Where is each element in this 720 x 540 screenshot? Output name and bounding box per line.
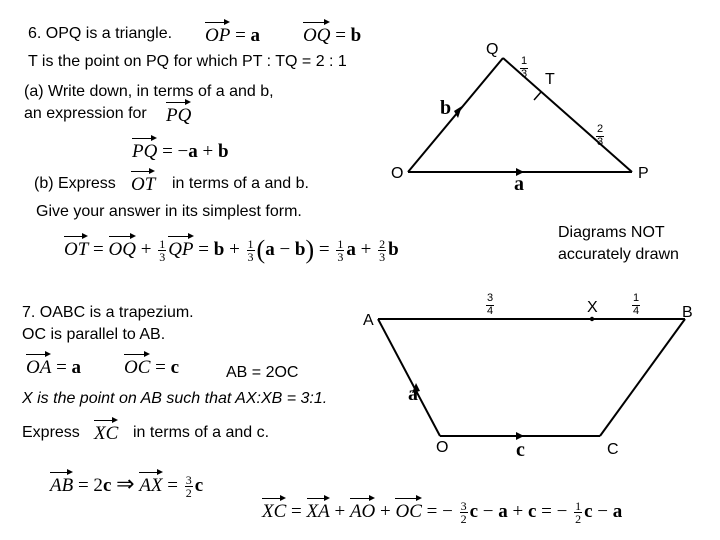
q6-given-op: OP = a — [205, 20, 260, 45]
q7-ab-line — [226, 365, 298, 381]
label-a: A — [363, 312, 374, 329]
q6-answer-b: OT = OQ + $\frac{1}{3}$ QP = b + $\frac{1}{3}$ (a − b) = $\frac{1}{3}$ a + $\frac{2}{3}$ b — [64, 235, 399, 265]
label-t: T — [545, 71, 555, 88]
q7-express-prefix — [22, 425, 80, 441]
frac-one-third-3: $\frac{1}{3}$ — [337, 236, 344, 265]
t-tick — [534, 92, 541, 100]
q6-title-text: 6. OPQ is a triangle. — [28, 25, 173, 42]
q7-express-suffix — [133, 425, 269, 441]
label-b: B — [682, 304, 693, 321]
trapezium-side-bc — [600, 319, 685, 436]
frac-one-third-2: $\frac{1}{3}$ — [247, 236, 254, 265]
label-o-trapezium: O — [436, 439, 449, 456]
q6-answer-a: PQ = −a + b — [132, 136, 229, 161]
q6-part-a-line1-text: (a) Write down, in terms of a and b, — [24, 83, 274, 100]
side-label-b: b — [440, 97, 452, 119]
q6-part-a-line2-text: an expression for — [24, 105, 147, 122]
vec-oq: OQ — [303, 20, 330, 45]
ratio-tp: 2 3 — [597, 123, 604, 148]
frac-one-third-1: $\frac{1}{3}$ — [159, 236, 166, 265]
q7-title-line1 — [22, 305, 194, 321]
q7-ab-answer: AB = 2c ⇒ AX = $\frac{3}{2}$ c — [50, 471, 204, 501]
side-label-a: a — [514, 173, 524, 195]
triangle-side-oq — [408, 58, 503, 172]
label-x: X — [587, 299, 598, 316]
q7-title-line2 — [22, 327, 165, 343]
frac-one-half: $\frac{1}{2}$ — [575, 498, 582, 527]
q7-express-suffix-text: in terms of a and c. — [133, 424, 270, 441]
diagram-note-line1-text: Diagrams NOT — [558, 224, 665, 241]
frac-two-thirds: $\frac{2}{3}$ — [379, 236, 386, 265]
q7-xc-answer: XC = XA + AO + OC = − $\frac{3}{2}$ c − a + c = − $\frac{1}{2}$ c − a — [262, 496, 622, 526]
ratio-ax: 3 4 — [487, 292, 494, 317]
ratio-xb: 1 4 — [633, 292, 640, 317]
q7-given-oc: OC = c — [124, 352, 179, 377]
vec-oc: OC — [124, 352, 150, 377]
label-q: Q — [486, 41, 499, 58]
q6-part-b-line2-text: Give your answer in its simplest form. — [36, 203, 302, 220]
point-x-dot — [590, 317, 594, 321]
q7-x-line-text: X is the point on AB such that AX:XB = 3:1. — [22, 390, 328, 407]
q6-pt-line-text: T is the point on PQ for which PT : TQ = 2 : 1 — [28, 53, 347, 70]
vec-oa: OA — [26, 352, 51, 377]
trapezium-side-oa — [378, 319, 440, 436]
q7-ab-line-text: AB = 2OC — [226, 364, 299, 381]
vec-pq: PQ — [166, 100, 191, 125]
q6-given-oq: OQ = b — [303, 20, 361, 45]
q7-express-prefix-text: Express — [22, 424, 80, 441]
label-o-triangle: O — [391, 165, 404, 182]
q7-x-line — [22, 391, 327, 407]
q7-title-line2-text: OC is parallel to AB. — [22, 326, 166, 343]
q7-express-vec — [94, 418, 118, 443]
side-label-trap-c: c — [516, 439, 525, 461]
label-c: C — [607, 441, 619, 458]
vec-ot: OT — [131, 169, 155, 194]
q7-given-oa: OA = a — [26, 352, 81, 377]
vec-xc: XC — [94, 418, 118, 443]
frac-three-halves-2: $\frac{3}{2}$ — [460, 498, 467, 527]
q6-part-b-prefix-text: (b) Express — [34, 175, 116, 192]
vec-pq-answer: PQ — [132, 136, 157, 161]
q7-title-line1-text: 7. OABC is a trapezium. — [22, 304, 194, 321]
ratio-qt: 1 3 — [521, 55, 528, 80]
frac-three-halves-1: $\frac{3}{2}$ — [185, 472, 192, 501]
diagram-note-line2-text: accurately drawn — [558, 246, 679, 263]
vec-op: OP — [205, 20, 230, 45]
side-label-trap-a: a — [408, 383, 418, 405]
q6-part-b-suffix-text: in terms of a and b. — [172, 175, 309, 192]
label-p: P — [638, 165, 649, 182]
